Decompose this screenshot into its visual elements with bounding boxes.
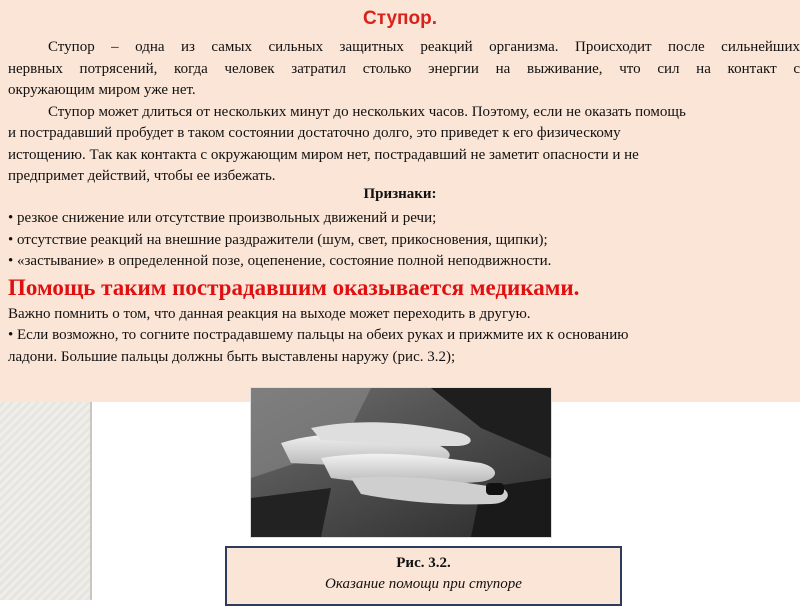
paragraph1-line1 — [8, 37, 800, 58]
paragraph1-line2: нервных потрясений, когда человек затратил столько энергии на выживание, что сил на контакт с — [8, 61, 800, 77]
paragraph1-line3: окружающим миром уже нет. — [8, 82, 196, 98]
paragraph1-line1-text: Ступор – одна из самых сильных защитных реакций организма. Происходит после сильнейших — [48, 39, 800, 55]
paragraph2-line4: предпримет действий, чтобы ее избежать. — [8, 168, 276, 184]
sign-item-2: • отсутствие реакций на внешние раздражители (шум, свет, прикосновения, щипки); — [8, 232, 548, 248]
caption-number: Рис. 3.2. — [396, 555, 451, 571]
paragraph2-line3: истощению. Так как контакта с окружающим миром нет, пострадавший не заметит опасности и не — [8, 147, 639, 163]
help-line3: ладони. Большие пальцы должны быть выставлены наружу (рис. 3.2); — [8, 349, 456, 365]
paragraph2-line1: Ступор может длиться от нескольких минут до нескольких часов. Поэтому, если не оказать помощь — [48, 104, 686, 120]
help-line2: • Если возможно, то согните пострадавшему пальцы на обеих руках и прижмите их к основанию — [8, 327, 629, 343]
paragraph2-line2: и пострадавший пробудет в таком состоянии достаточно долго, это приведет к его физическому — [8, 125, 621, 141]
help-line1: Важно помнить о том, что данная реакция на выходе может переходить в другую. — [8, 306, 531, 322]
hands-photo — [250, 387, 552, 538]
help-heading: Помощь таким пострадавшим оказывается медиками. — [8, 275, 580, 300]
sign-item-3: • «застывание» в определенной позе, оцепенение, состояние полной неподвижности. — [8, 253, 552, 269]
page-title: Ступор. — [362, 8, 438, 29]
caption-text: Оказание помощи при ступоре — [325, 576, 522, 592]
decorative-texture-strip — [0, 400, 92, 600]
signs-heading: Признаки: — [363, 186, 437, 202]
figure-caption — [225, 546, 622, 606]
sign-item-1: • резкое снижение или отсутствие произвольных движений и речи; — [8, 210, 437, 226]
